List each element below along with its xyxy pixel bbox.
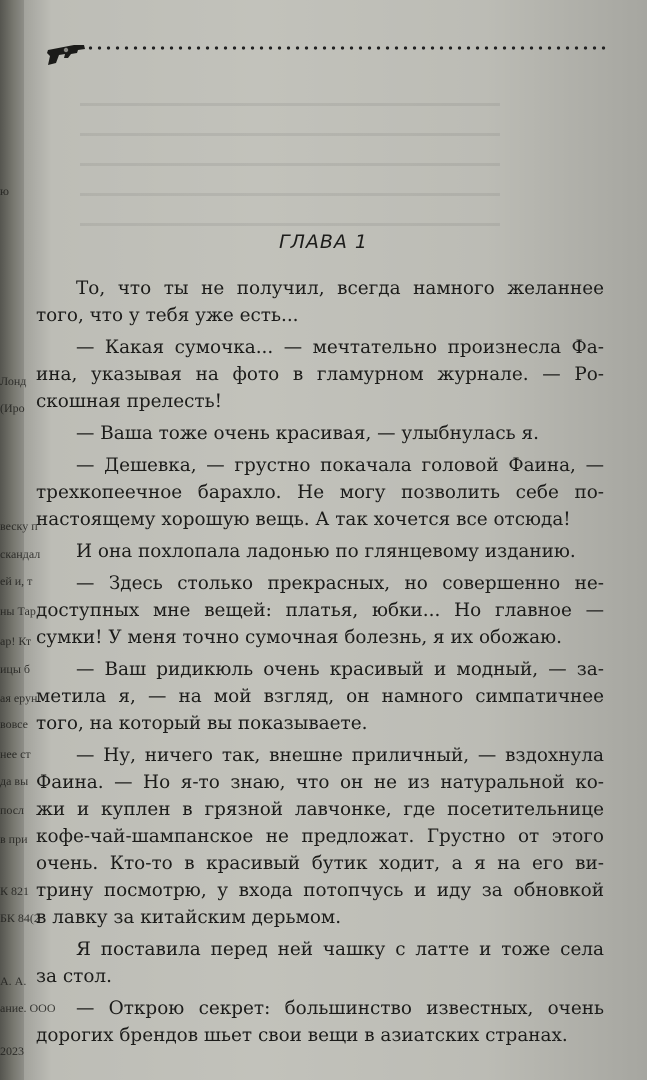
- margin-fragment: посл: [0, 803, 25, 817]
- margin-fragment: ая ерун: [0, 691, 38, 705]
- margin-fragment: ю: [0, 184, 9, 198]
- text-line: того, что у тебя уже есть...: [36, 305, 299, 326]
- header-ornament: [44, 36, 614, 70]
- margin-fragment: А. А.: [0, 974, 27, 988]
- text-line: — Здесь столько прекрасных, но совершенно не-: [76, 573, 604, 594]
- margin-fragment: БК 84(2: [0, 911, 40, 925]
- margin-fragment: К 821: [0, 884, 30, 898]
- text-line: ина, указывая на фото в гламурном журнале. — Ро-: [36, 364, 604, 385]
- margin-fragment: ны Тар: [0, 604, 36, 618]
- margin-fragment: (Иро: [0, 401, 25, 415]
- dotted-rule: [86, 45, 606, 51]
- text-line: То, что ты не получил, всегда намного желаннее: [76, 278, 604, 299]
- text-line: того, на который вы показываете.: [36, 713, 368, 734]
- text-line: И она похлопала ладонью по глянцевому изданию.: [76, 541, 576, 562]
- margin-fragment: ей и, т: [0, 574, 33, 588]
- text-line: трину посмотрю, у входа потопчусь и иду за обновкой: [36, 880, 604, 901]
- margin-fragment: скандал: [0, 547, 41, 561]
- text-line: дорогих брендов шьет свои вещи в азиатских странах.: [36, 1025, 568, 1046]
- text-line: в лавку за китайским дерьмом.: [36, 907, 342, 928]
- text-line: сумки! У меня точно сумочная болезнь, я их обожаю.: [36, 627, 562, 648]
- margin-fragment: нее ст: [0, 747, 31, 761]
- text-line: трехкопеечное барахло. Не могу позволить себе по-: [36, 482, 604, 503]
- chapter-title: ГЛАВА 1: [278, 231, 369, 253]
- margin-fragment: ание. ООО: [0, 1001, 56, 1015]
- text-line: настоящему хорошую вещь. А так хочется все отсюда!: [36, 509, 571, 530]
- text-line: метила я, — на мой взгляд, он намного симпатичнее: [36, 686, 604, 707]
- text-line: кофе-чай-шампанское не предложат. Грустно от этого: [36, 826, 604, 847]
- bleed-through-text: [80, 85, 500, 235]
- margin-fragment: Лонд: [0, 374, 27, 388]
- margin-fragment: в при: [0, 832, 28, 846]
- margin-fragment: ицы б: [0, 662, 31, 676]
- text-line: скошная прелесть!: [36, 391, 222, 412]
- text-line: Фаина. — Но я-то знаю, что он не из натуральной ко-: [36, 772, 604, 793]
- text-line: — Дешевка, — грустно покачала головой Фаина, —: [76, 455, 604, 476]
- text-line: Я поставила перед ней чашку с латте и тоже села: [76, 939, 604, 960]
- text-line: жи и куплен в грязной лавчонке, где посетительнице: [36, 799, 604, 820]
- margin-fragment: веску п: [0, 519, 38, 533]
- text-line: — Ваша тоже очень красивая, — улыбнулась я.: [76, 423, 539, 444]
- text-line: за стол.: [36, 966, 112, 987]
- margin-fragment: ар! Кт: [0, 634, 32, 648]
- text-line: очень. Кто-то в красивый бутик ходит, а я на его ви-: [36, 853, 604, 874]
- text-line: — Открою секрет: большинство известных, очень: [76, 998, 604, 1019]
- body-text: [36, 275, 604, 1049]
- margin-fragment: да вы: [0, 774, 29, 788]
- text-line: — Ваш ридикюль очень красивый и модный, — за-: [76, 659, 604, 680]
- margin-fragment: вовсе: [0, 717, 28, 731]
- revolver-icon: [44, 36, 88, 70]
- text-line: — Ну, ничего так, внешне приличный, — вздохнула: [76, 745, 604, 766]
- margin-fragment: 2023: [0, 1044, 24, 1058]
- text-line: доступных мне вещей: платья, юбки... Но главное —: [36, 600, 604, 621]
- adjacent-page-edge: [0, 0, 56, 1080]
- text-line: — Какая сумочка... — мечтательно произнесла Фа-: [76, 337, 604, 358]
